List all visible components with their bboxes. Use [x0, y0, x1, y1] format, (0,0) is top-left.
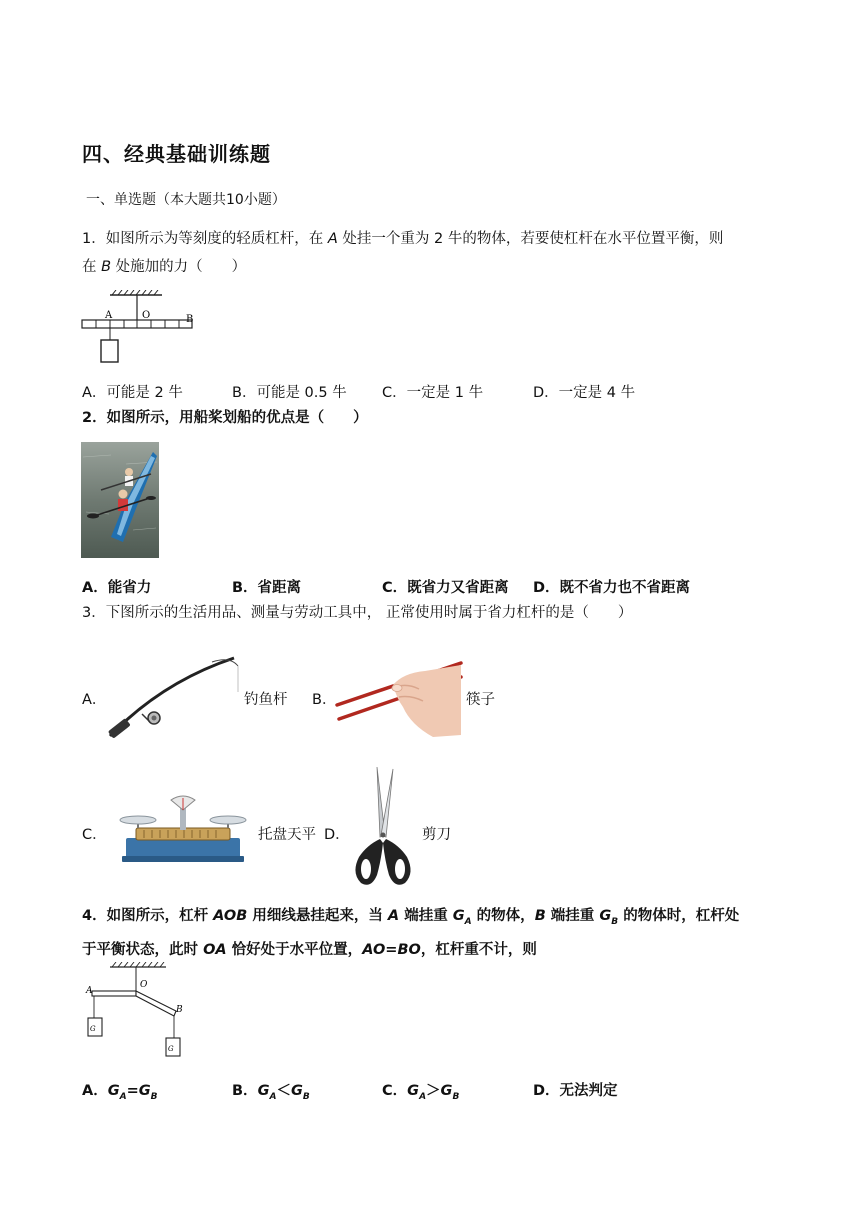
section-title: 四、经典基础训练题 — [82, 142, 271, 166]
q1-option-c[interactable]: C．一定是 1 牛 — [382, 385, 484, 401]
q1-option-b[interactable]: B．可能是 0.5 牛 — [232, 385, 347, 401]
q2-option-d[interactable]: D．既不省力也不省距离 — [533, 580, 691, 596]
chopsticks-image — [333, 655, 463, 737]
q3-option-a-caption: 钓鱼杆 — [244, 692, 288, 708]
lever-diagram-4 — [84, 962, 194, 1062]
fig4-label-ga: G — [90, 1025, 96, 1033]
q1-option-a[interactable]: A．可能是 2 牛 — [82, 385, 183, 401]
lever-diagram-1 — [80, 290, 200, 365]
fishing-rod-image — [102, 652, 240, 740]
kayak-photo — [81, 442, 159, 558]
scissors-image — [347, 765, 419, 891]
question-3-stem: 3．下图所示的生活用品、测量与劳动工具中， 正常使用时属于省力杠杆的是（ ） — [82, 605, 633, 621]
fig4-label-gb: G — [168, 1045, 174, 1053]
fig1-label-b: B — [186, 314, 194, 325]
q3-option-d-letter[interactable]: D． — [324, 827, 350, 843]
q4-option-a[interactable]: A．$G_A=G_B$ — [82, 1083, 158, 1102]
q3-option-b-letter[interactable]: B． — [312, 692, 337, 708]
q3-option-b-caption: 筷子 — [466, 692, 495, 708]
fig4-label-a: A — [86, 986, 93, 996]
fig4-label-o: O — [140, 980, 148, 990]
q4-option-d[interactable]: D．无法判定 — [533, 1083, 618, 1099]
question-2-stem: 2．如图所示，用船桨划船的优点是（ ） — [82, 410, 368, 426]
q4-option-b[interactable]: B．$G_A<G_B$ — [232, 1083, 310, 1102]
balance-scale-image — [108, 790, 258, 866]
section-subtitle: 一、单选题（本大题共10小题） — [86, 192, 286, 208]
q3-option-c-caption: 托盘天平 — [258, 827, 316, 843]
fig1-label-a: A — [105, 310, 113, 321]
q3-option-d-caption: 剪刀 — [422, 827, 451, 843]
q1-option-d[interactable]: D．一定是 4 牛 — [533, 385, 636, 401]
question-4-stem: 4．如图所示，杠杆 AOB 用细线悬挂起来，当 A 端挂重 $G_A$ 的物体，B 端挂重 $G_B$ 的物体时，杠杆处 于平衡状态，此时 OA 恰好处于水平位置，AO=BO，杠杆重不计，则 — [82, 908, 740, 958]
q4-option-c[interactable]: C．$G_A>G_B$ — [382, 1083, 460, 1102]
question-1-stem: 1．如图所示为等刻度的轻质杠杆，在 A 处挂一个重为 2 牛的物体，若要使杠杆在水平位置平衡，则 在 B 处施加的力（ ） — [82, 231, 724, 275]
fig1-label-o: O — [142, 310, 151, 321]
q2-option-b[interactable]: B．省距离 — [232, 580, 302, 596]
q2-option-c[interactable]: C．既省力又省距离 — [382, 580, 509, 596]
q3-option-a-letter[interactable]: A． — [82, 692, 107, 708]
fig4-label-b: B — [176, 1005, 183, 1015]
q3-option-c-letter[interactable]: C． — [82, 827, 107, 843]
q2-option-a[interactable]: A．能省力 — [82, 580, 152, 596]
